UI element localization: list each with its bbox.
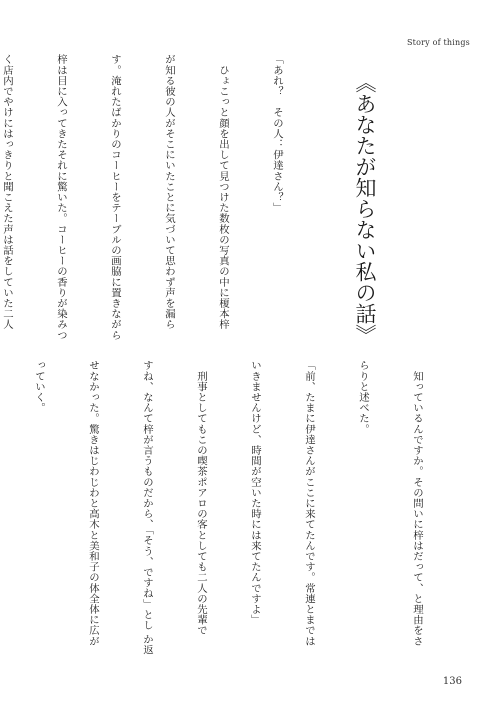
text-line: く店内でやけにはっきりと聞こえた声は話をしていた二人 [1,54,13,330]
text-line: す。淹れたばかりのコーヒーをテーブルの画脇に置きながら [109,54,121,341]
text-line: いきませんけど、時間が空いた時には来てたんですよ」 [249,360,261,625]
text-line: せなかった。驚きはじわじわと高木と美和子の体全体に広が [87,360,99,647]
running-header: Story of things [406,38,470,47]
page-number: 136 [442,676,462,687]
chapter-title: 《あなたが知らない私の話》 [353,72,377,345]
text-line: が知る彼の人がそこにいたことに気づいて思わず声を漏ら [163,54,175,330]
text-line: 「前、たまに伊達さんがここに来てたんです。常連とまでは [303,360,315,647]
text-line: っていく。 [33,360,45,413]
text-line: すね、なんて梓が言うものだから、「そう、ですね」とし か返 [141,360,153,656]
text-line: 梓は目に入ってきたそれに驚いた。コーヒーの香りが染みつ [55,54,67,341]
text-line: 「あれ？ その人：伊達さん？」 [271,54,283,213]
text-line: らりと述べた。 [357,360,369,435]
text-line: 刑事としてもこの喫茶ポアロの客としても二人の先輩で [195,360,207,636]
top-text-column [1,54,322,342]
text-line: 知っているんですか。その問いに梓はだって、と理由をさ [411,360,423,647]
text-line: ひょこっと顔を出して見つけた数枚の写真の中に榎本梓 [217,54,229,330]
bottom-text-column [33,360,462,660]
